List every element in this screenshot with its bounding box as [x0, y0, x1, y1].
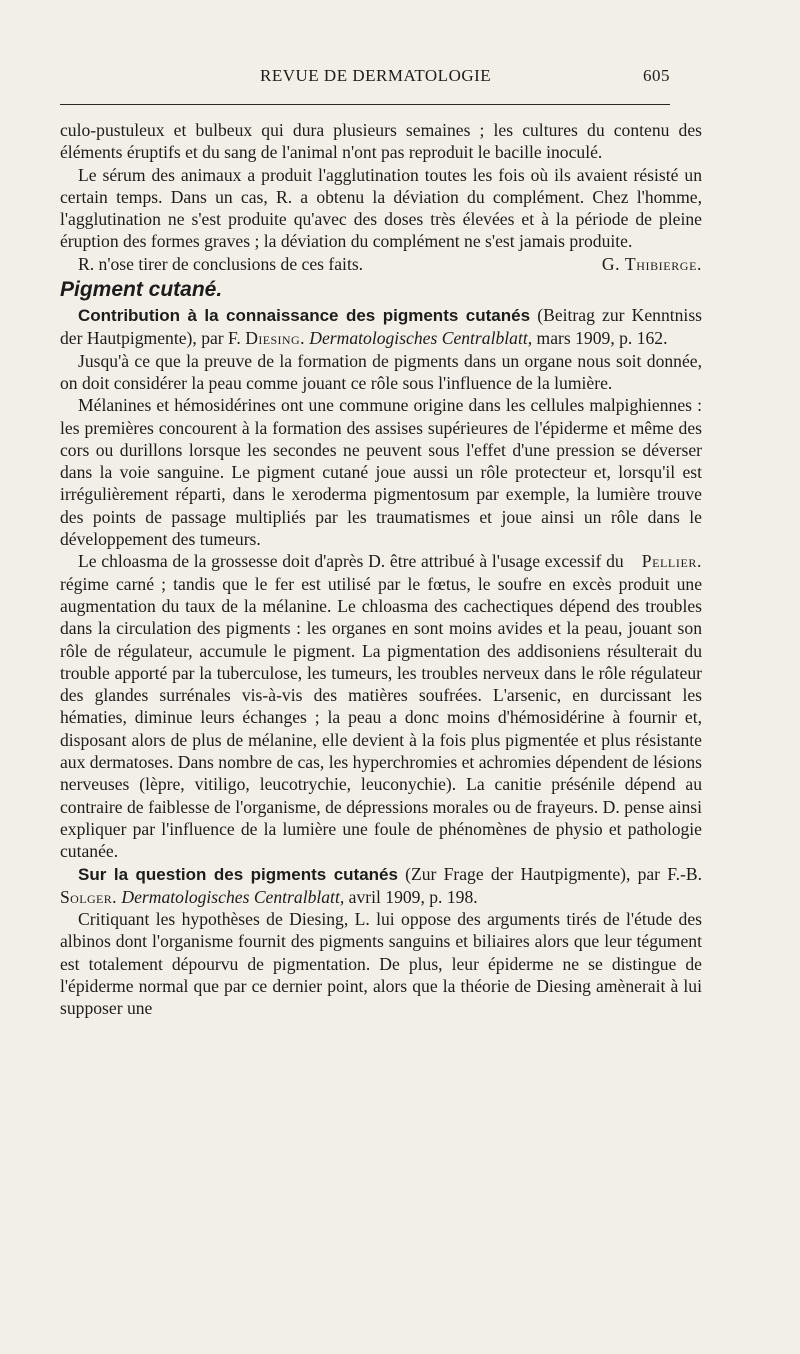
section-title: Pigment cutané. — [60, 278, 223, 302]
article-1-paragraph-3 — [60, 550, 702, 862]
page-body — [60, 119, 702, 1020]
article-1-paragraph-2: Mélanines et hémosidérines ont une commune origine dans les cellules malpighiennes : les premières concourent à la formation des assises supérieures de l'épiderme et même des cors ou durillons lorsque les secondes ne peuvent sous l'effet d'une pression se déverser dans la voie sanguine. Le pigment cutané joue aussi un rôle protecteur et, lorsqu'il est irrégulièrement réparti, dans le xeroderma pigmentosum par exemple, la lumière trouve des points de passage multipliés par les traumatismes et joue ainsi un rôle dans le développement des tumeurs. — [60, 395, 702, 550]
signature-thibierge: G. Thibierge. — [601, 253, 702, 274]
article-1-paragraph-1: Jusqu'à ce que la preuve de la formation de pigments dans un organe nous soit donnée, on doit considérer la peau comme jouant ce rôle sous l'influence de la lumière. — [60, 350, 702, 393]
article-2-citation-2: avril 1909, p. 198. — [348, 886, 478, 907]
article-2-paragraph-1: Critiquant les hypothèses de Diesing, L. lui oppose des arguments tirés de l'étude des albinos dont l'organisme fournit des pigments sanguins et biliaires alors que leur tégument est totalement dépourvu de pigmentation. De plus, leur épiderme ne se distingue de l'épiderme normal que par ce dernier point, alors que la théorie de Diesing amènerait à lui supposer une — [60, 909, 702, 1019]
header-rule — [60, 104, 670, 105]
article-1-citation-1: (Beitrag zur Kenntniss der Hautpigmente), par F. — [60, 305, 703, 349]
article-1-heading — [60, 304, 702, 350]
article-2-heading — [60, 863, 702, 909]
continuation-paragraph-2: Le sérum des animaux a produit l'agglutination toutes les fois où ils avaient résisté un certain temps. Dans un cas, R. a obtenu la déviation du complément. Chez l'homme, l'agglutination ne s'est produite qu'avec des doses très élevées et à la période de pleine éruption des formes graves ; la déviation du complément ne s'est jamais produite. — [60, 164, 702, 252]
article-2-author: Solger. — [60, 886, 117, 907]
article-1-paragraph-3-text: Le chloasma de la grossesse doit d'après D. être attribué à l'usage excessif du régime carné ; tandis que le fer est utilisé par le fœtus, le soufre en excès produit une augmentation du taux de la mélanine. Le chloasma des cachectiques dépend des troubles dans la circulation des pigments : les organes en sont moins avides et la peau, jouant son rôle de régulateur, accumule le pigment. La pigmentation des addisoniens résulterait du trouble apporté par la tuberculose, les tumeurs, les troubles nerveux dans le rôle régulateur des glandes surrénales vis-à-vis des matières soufrées. L'arsenic, en durcissant les hématies, diminue leurs échanges ; la peau a donc moins d'hémosidérine à fournir et, disposant alors de plus de mélanine, elle devient à la fois plus pigmentée et plus résistante aux dermatoses. Dans nombre de cas, les hyperchromies et achromies dépendent de lésions nerveuses (lèpre, vitiligo, leucotrychie, leuconychie). La canitie présénile dépend au contraire de faiblesse de l'organisme, de dépressions morales ou de frayeurs. D. pense ainsi expliquer par l'influence de la lumière une foule de phénomènes de physio et pathologie cutanée. — [60, 551, 702, 862]
article-2-title: Sur la question des pigments cutanés — [78, 864, 398, 884]
continuation-paragraph-3: R. n'ose tirer de conclusions de ces faits. — [78, 253, 364, 274]
page-number: 605 — [643, 66, 670, 85]
continuation-closing-line — [60, 253, 702, 275]
article-1-citation-2: mars 1909, p. 162. — [536, 328, 668, 349]
article-2-journal: Dermatologisches Centralblatt, — [121, 886, 345, 907]
signature-pellier: Pellier. — [641, 551, 702, 572]
article-1-journal: Dermatologisches Centralblatt, — [309, 328, 533, 349]
running-title: REVUE DE DERMATOLOGIE — [260, 66, 492, 85]
continuation-paragraph-1: culo-pustuleux et bulbeux qui dura plusieurs semaines ; les cultures du contenu des éléments éruptifs et du sang de l'animal n'ont pas reproduit le bacille inoculé. — [60, 120, 702, 163]
article-2-citation-1: (Zur Frage der Hautpigmente), par F.-B. — [405, 863, 702, 884]
article-1-author: Diesing. — [245, 328, 305, 349]
article-1-title: Contribution à la connaissance des pigments cutanés — [78, 306, 531, 326]
